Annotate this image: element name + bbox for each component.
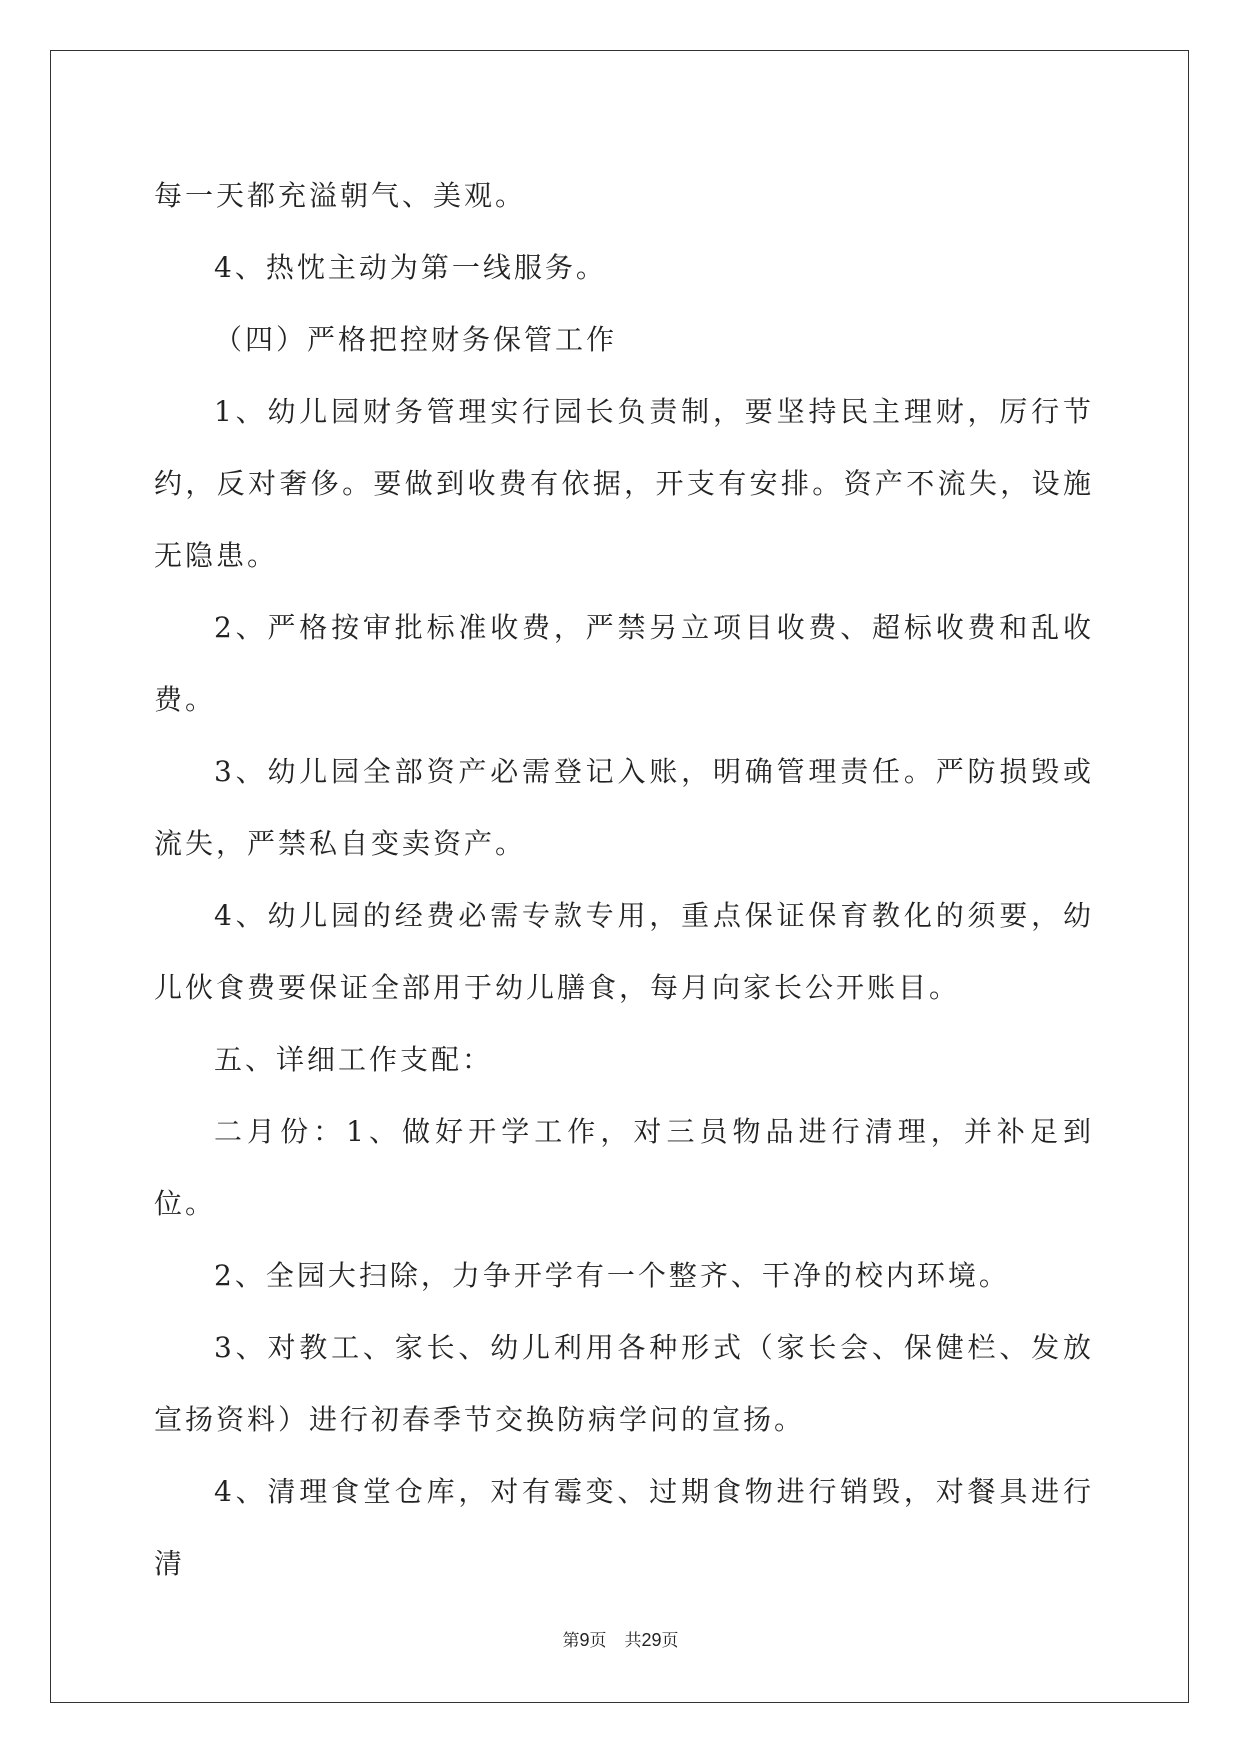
total-pages-number: 29 xyxy=(641,1630,662,1650)
section-heading: （四）严格把控财务保管工作 xyxy=(214,323,618,356)
footer-total-suffix: 页 xyxy=(661,1631,679,1651)
footer-page-suffix: 页 xyxy=(589,1631,607,1651)
paragraph: 每一天都充溢朝气、美观。 xyxy=(154,179,527,212)
page-footer xyxy=(0,1626,1241,1651)
paragraph: 二月份：1、做好开学工作，对三员物品进行清理，并补足到位。 xyxy=(154,1115,1094,1220)
paragraph: 2、全园大扫除，力争开学有一个整齐、干净的校内环境。 xyxy=(214,1259,1010,1292)
paragraph: 4、热忱主动为第一线服务。 xyxy=(214,251,607,284)
document-body xyxy=(154,160,1094,1600)
paragraph: 3、对教工、家长、幼儿利用各种形式（家长会、保健栏、发放宣扬资料）进行初春季节交换防病学问的宣扬。 xyxy=(154,1331,1094,1436)
current-page-number: 9 xyxy=(579,1630,590,1650)
paragraph: 2、严格按审批标准收费，严禁另立项目收费、超标收费和乱收费。 xyxy=(154,611,1094,716)
paragraph: 4、清理食堂仓库，对有霉变、过期食物进行销毁，对餐具进行清 xyxy=(154,1475,1094,1580)
footer-prefix: 第 xyxy=(562,1631,580,1651)
paragraph: 4、幼儿园的经费必需专款专用，重点保证保育教化的须要，幼儿伙食费要保证全部用于幼儿膳食，每月向家长公开账目。 xyxy=(154,899,1094,1004)
footer-total-prefix: 共 xyxy=(624,1631,642,1651)
section-heading: 五、详细工作支配： xyxy=(214,1043,494,1076)
paragraph: 1、幼儿园财务管理实行园长负责制，要坚持民主理财，厉行节约，反对奢侈。要做到收费有依据，开支有安排。资产不流失，设施无隐患。 xyxy=(154,395,1094,572)
paragraph: 3、幼儿园全部资产必需登记入账，明确管理责任。严防损毁或流失，严禁私自变卖资产。 xyxy=(154,755,1094,860)
